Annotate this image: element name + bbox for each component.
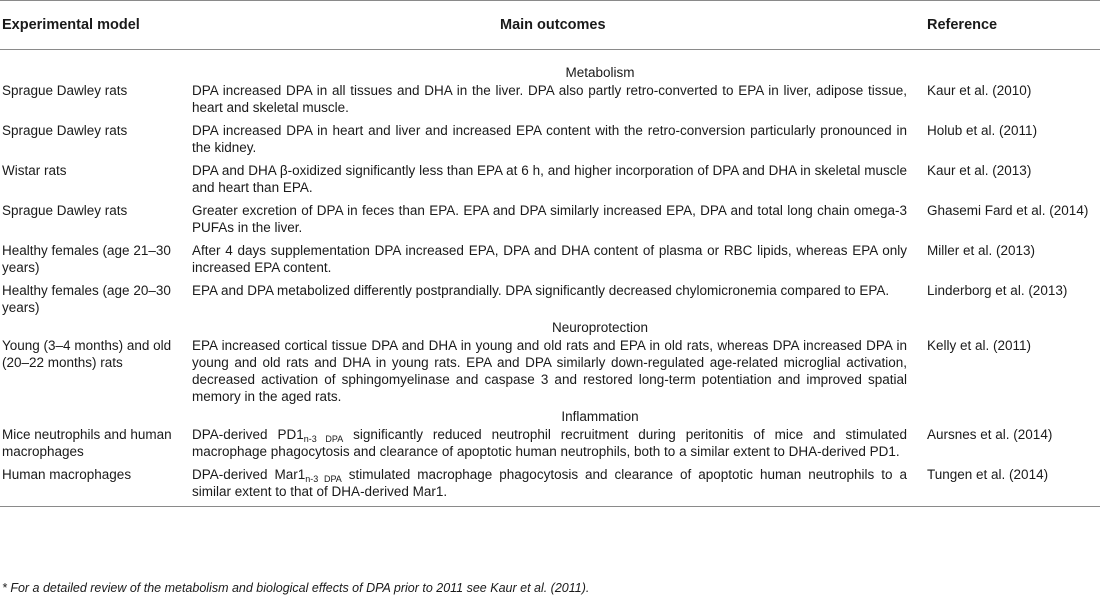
cell-reference[interactable]: Holub et al. (2011)	[927, 123, 1038, 138]
cell-model: Healthy females (age 20–30 years)	[2, 283, 171, 315]
table-row	[0, 426, 1100, 460]
outcome-text-end: stimulated macrophage phagocytosis and clearance of apoptotic human neutrophils to a similar extent to that of DHA-derived Mar1.	[192, 467, 907, 499]
cell-reference[interactable]: Tungen et al. (2014)	[927, 467, 1049, 482]
cell-outcome	[192, 466, 907, 500]
cell-reference[interactable]: Kaur et al. (2013)	[927, 163, 1032, 178]
outcome-text-end: significantly reduced neutrophil recruitment during peritonitis of mice and stimulated macrophage phagocytosis and clearance of apoptotic human neutrophils, both to a similar extent to DHA-derived PD1.	[192, 427, 907, 459]
cell-model: Sprague Dawley rats	[2, 83, 128, 98]
cell-reference[interactable]: Aursnes et al. (2014)	[927, 427, 1053, 442]
table-row	[0, 162, 1100, 196]
table-row	[0, 282, 1100, 316]
outcome-subscript: n-3 DPA	[305, 474, 342, 484]
header-reference: Reference	[927, 17, 998, 33]
cell-reference[interactable]: Ghasemi Fard et al. (2014)	[927, 203, 1089, 218]
cell-reference[interactable]: Linderborg et al. (2013)	[927, 283, 1068, 298]
table-row	[0, 466, 1100, 500]
cell-outcome: EPA and DPA metabolized differently postprandially. DPA significantly decreased chylomicronemia compared to EPA.	[192, 283, 890, 298]
footnote-suffix: .	[585, 581, 590, 595]
table-row	[0, 337, 1100, 405]
cell-model: Sprague Dawley rats	[2, 123, 128, 138]
header-rule	[0, 49, 1100, 50]
table-footnote	[2, 581, 589, 595]
section-inflammation: Inflammation	[561, 409, 639, 424]
cell-reference[interactable]: Kelly et al. (2011)	[927, 338, 1032, 353]
cell-outcome	[192, 426, 907, 460]
table-row	[0, 82, 1100, 116]
section-neuroprotection: Neuroprotection	[551, 320, 649, 335]
footnote-text: * For a detailed review of the metabolism and biological effects of DPA prior to 2011 see	[2, 581, 491, 595]
cell-outcome: Greater excretion of DPA in feces than EPA. EPA and DPA similarly increased EPA, DPA and total long chain omega-3 PUFAs in the liver.	[192, 203, 907, 235]
cell-outcome: DPA and DHA β-oxidized significantly less than EPA at 6 h, and higher incorporation of DPA and DHA in skeletal muscle and heart than EPA.	[192, 163, 907, 195]
cell-model: Healthy females (age 21–30 years)	[2, 243, 171, 275]
cell-outcome: DPA increased DPA in heart and liver and increased EPA content with the retro-conversion particularly pronounced in the kidney.	[192, 123, 907, 155]
footnote-reference-link[interactable]: Kaur et al. (2011)	[490, 581, 586, 595]
table-row	[0, 242, 1100, 276]
outcome-text-start: DPA-derived PD1	[192, 427, 304, 442]
header-main-outcomes: Main outcomes	[500, 17, 606, 33]
cell-outcome: DPA increased DPA in all tissues and DHA in the liver. DPA also partly retro-converted to EPA in liver, adipose tissue, heart and skeletal muscle.	[192, 83, 907, 115]
outcome-subscript: n-3 DPA	[303, 434, 344, 444]
bottom-rule	[0, 506, 1100, 507]
outcome-text-start: DPA-derived Mar1	[192, 467, 306, 482]
cell-model: Wistar rats	[2, 163, 67, 178]
header-experimental-model: Experimental model	[2, 17, 140, 33]
cell-model: Sprague Dawley rats	[2, 203, 128, 218]
cell-model: Young (3–4 months) and old (20–22 months) rats	[2, 338, 172, 370]
cell-model: Mice neutrophils and human macrophages	[2, 427, 172, 459]
table-row	[0, 122, 1100, 156]
cell-model: Human macrophages	[2, 467, 132, 482]
table-header	[0, 1, 1100, 49]
cell-reference[interactable]: Miller et al. (2013)	[927, 243, 1036, 258]
cell-reference[interactable]: Kaur et al. (2010)	[927, 83, 1032, 98]
table-row	[0, 202, 1100, 236]
section-metabolism: Metabolism	[565, 65, 635, 80]
cell-outcome: EPA increased cortical tissue DPA and DHA in young and old rats and EPA in old rats, whereas DPA increased DPA in young and old rats and DHA in young rats. EPA and DPA similarly down-regulated age-related microglial activation, decreased activation of sphingomyelinase and caspase 3 and restored long-term potentiation and improved spatial memory in the aged rats.	[192, 338, 907, 404]
cell-outcome: After 4 days supplementation DPA increased EPA, DPA and DHA content of plasma or RBC lipids, whereas EPA only increased EPA content.	[192, 243, 907, 275]
